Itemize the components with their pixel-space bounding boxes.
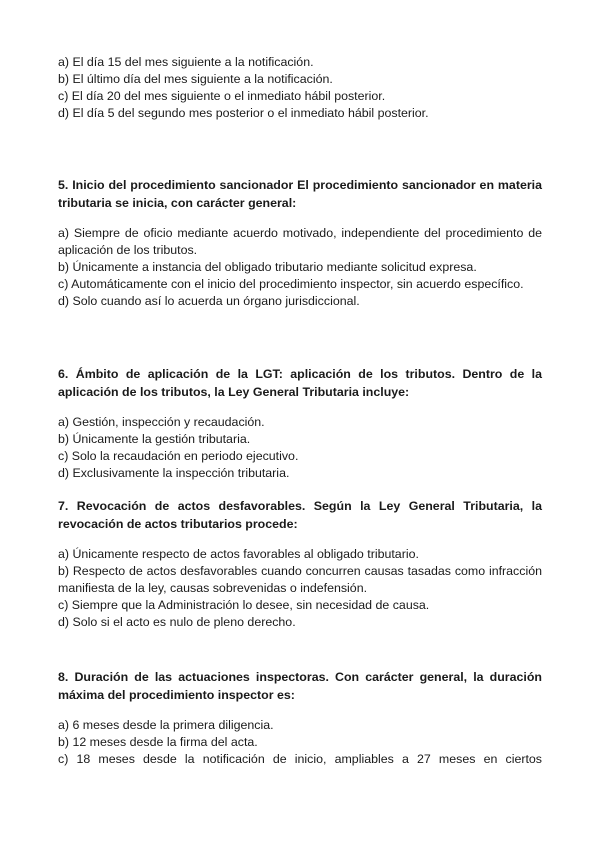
question-7-option-d: d) Solo si el acto es nulo de pleno derecho. [58,615,296,629]
question-7-option-b: b) Respecto de actos desfavorables cuando concurren causas tasadas como infracción manifiesta de la ley, causas sobrevenidas o indefensión. [58,564,542,595]
question-8-block [58,668,542,768]
question-5-option-a: a) Siempre de oficio mediante acuerdo motivado, independiente del procedimiento de aplicación de los tributos. [58,226,542,257]
question-4-block [58,54,542,122]
question-6-option-c: c) Solo la recaudación en periodo ejecutivo. [58,449,299,463]
question-4-option-a: a) El día 15 del mes siguiente a la notificación. [58,55,314,69]
question-6-option-d: d) Exclusivamente la inspección tributaria. [58,466,290,480]
question-7-block [58,497,542,631]
question-7-option-a: a) Únicamente respecto de actos favorables al obligado tributario. [58,547,419,561]
question-5-option-c: c) Automáticamente con el inicio del procedimiento inspector, sin acuerdo específico. [58,277,524,291]
question-8-option-b: b) 12 meses desde la firma del acta. [58,735,258,749]
question-8-option-c: c) 18 meses desde la notificación de inicio, ampliables a 27 meses en ciertos [58,752,542,766]
question-8-title: 8. Duración de las actuaciones inspectoras. Con carácter general, la duración máxima del procedimiento inspector es: [58,670,542,702]
question-8-option-a: a) 6 meses desde la primera diligencia. [58,718,274,732]
question-4-option-d: d) El día 5 del segundo mes posterior o el inmediato hábil posterior. [58,106,429,120]
question-6-title: 6. Ámbito de aplicación de la LGT: aplicación de los tributos. Dentro de la aplicación de los tributos, la Ley General Tributaria incluye: [58,367,542,399]
question-5-option-d: d) Solo cuando así lo acuerda un órgano jurisdiccional. [58,294,360,308]
question-5-block [58,176,542,310]
question-5-title: 5. Inicio del procedimiento sancionador El procedimiento sancionador en materia tributaria se inicia, con carácter general: [58,178,542,210]
question-5-option-b: b) Únicamente a instancia del obligado tributario mediante solicitud expresa. [58,260,477,274]
question-4-option-b: b) El último día del mes siguiente a la notificación. [58,72,333,86]
question-7-option-c: c) Siempre que la Administración lo desee, sin necesidad de causa. [58,598,430,612]
question-6-block [58,365,542,482]
question-4-option-c: c) El día 20 del mes siguiente o el inmediato hábil posterior. [58,89,386,103]
question-6-option-a: a) Gestión, inspección y recaudación. [58,415,265,429]
question-6-option-b: b) Únicamente la gestión tributaria. [58,432,251,446]
question-7-title: 7. Revocación de actos desfavorables. Según la Ley General Tributaria, la revocación de actos tributarios procede: [58,499,542,531]
